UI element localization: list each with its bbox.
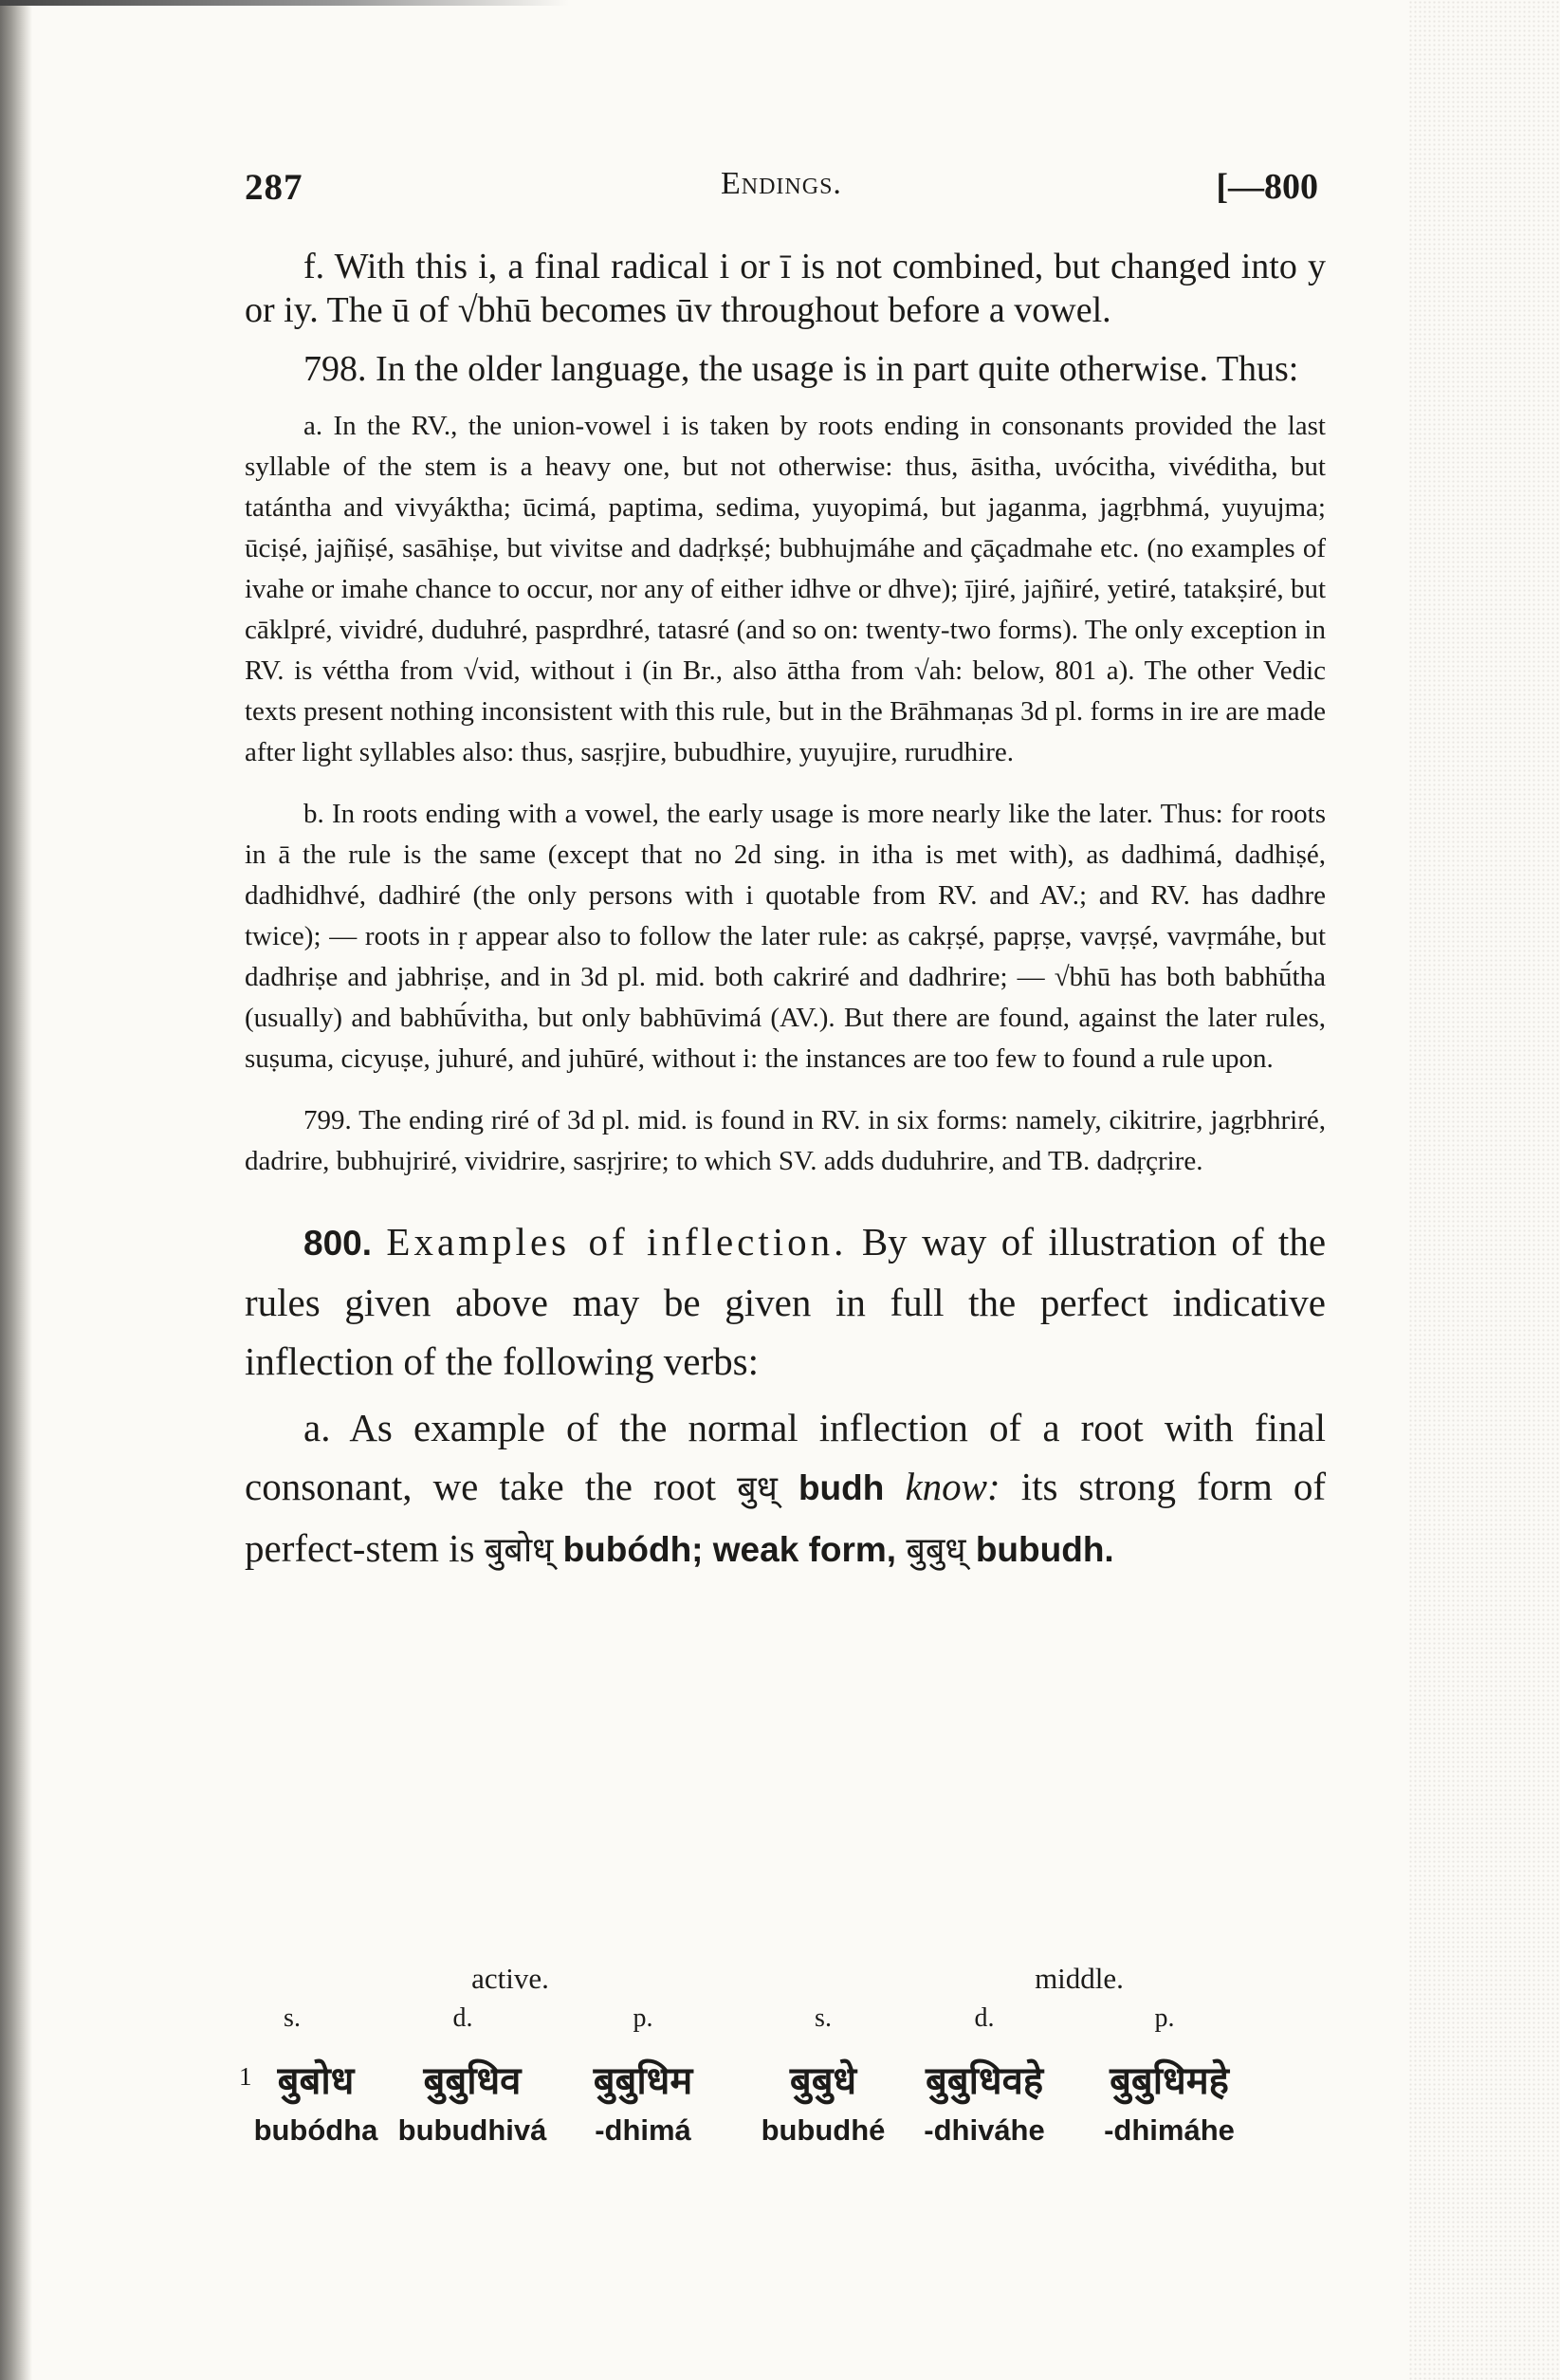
form-latin: -dhimá	[595, 2113, 691, 2147]
transliteration-row	[245, 2113, 1326, 2161]
weak-stem: bubudh.	[975, 1530, 1114, 1569]
section-reference: [—800	[1216, 167, 1318, 207]
text-800a-1: a. As example of the normal inflection of a root with final consonant, we take the root	[245, 1406, 1326, 1508]
section-text-800: By way of illustration of the rules given above may be given in full the perfect indicative inflection of the following verbs:	[245, 1220, 1327, 1383]
number-header: s.	[815, 2003, 832, 2033]
form-latin: bubudhivá	[397, 2113, 547, 2147]
paragraph-f: f. With this i, a final radical i or ī is not combined, but changed into y or iy. The ū of √bhū becomes ūv throughout before a vowel.	[245, 247, 1326, 330]
number-header: d.	[974, 2003, 995, 2033]
paragraph-800a	[245, 1398, 1326, 1580]
form-latin: bubudhé	[761, 2113, 886, 2147]
form-devanagari: बुबुधिवहे	[925, 2059, 1044, 2103]
form-latin: -dhiváhe	[924, 2113, 1045, 2147]
voice-middle: middle.	[1035, 1962, 1124, 1995]
form-devanagari: बुबुधिम	[593, 2059, 693, 2103]
gloss-know: know:	[905, 1465, 1000, 1508]
page-number: 287	[245, 167, 303, 208]
form-devanagari: बुबुधे	[789, 2059, 857, 2103]
body-text	[245, 245, 1326, 1580]
page-edge-texture	[1408, 0, 1560, 2380]
number-header: p.	[1154, 2003, 1175, 2033]
binding-shadow	[0, 0, 32, 2380]
paragraph-798b: b. In roots ending with a vowel, the early usage is more nearly like the later. Thus: for roots in ā the rule is the same (except that no 2d sing. in itha is met with), as dadhimá, dadhiṣé, dadhidhvé, dadhiré (the only persons with i quotable from RV. and AV.; and RV. has dadhre twice); — roots in ṛ appear also to follow the later rule: as cakṛṣé, papṛṣe, vavṛṣé, vavṛmáhe, but dadhriṣe and jabhriṣe, and in 3d pl. mid. both cakriré and dadhrire; — √bhū has both babhū́tha (usually) and babhū́vitha, but only babhūvimá (AV.). But there are found, against the later rules, suṣuma, cicyuṣe, juhuré, and juhūré, without i: the instances are too few to found a rule upon.	[245, 799, 1326, 1074]
section-number-800: 800.	[303, 1224, 373, 1263]
paragraph-800	[245, 1212, 1326, 1391]
form-devanagari: बुबुधिव	[423, 2059, 522, 2103]
paragraph-798a: a. In the RV., the union-vowel i is taken by roots ending in consonants provided the last syllable of the stem is a heavy one, but not otherwise: thus, āsitha, uvócitha, vivéditha, but tatántha and vivyáktha; ūcimá, paptima, sedima, yuyopimá, but jaganma, jagṛbhmá, yuyujma; ūciṣé, jajñiṣé, sasāhiṣe, but vivitse and dadṛkṣé; bubhujmáhe and çāçadmahe etc. (no examples of ivahe or imahe chance to occur, nor any of either idhve or dhve); ījiré, jajñiré, yetiré, tatakṣiré, but cāklpré, vividré, duduhré, pasprdhré, tatasré (and so on: twenty-two forms). The only exception in RV. is véttha from √vid, without i (in Br., also āttha from √ah: below, 801 a). The other Vedic texts present nothing inconsistent with this rule, but in the Brāhmaṇas 3d pl. forms in ire are made after light syllables also: thus, sasṛjire, bubudhire, yuyujire, rurudhire.	[245, 411, 1326, 767]
section-title-800: Examples of inflection.	[386, 1220, 848, 1264]
form-latin: bubódha	[253, 2113, 378, 2147]
voice-header-row	[245, 1962, 1326, 2009]
running-title: Endings.	[721, 166, 842, 201]
number-header: s.	[284, 2003, 301, 2033]
person-number: 1	[239, 2062, 252, 2091]
number-header: p.	[633, 2003, 653, 2033]
number-header: d.	[452, 2003, 473, 2033]
form-devanagari: बुबोध	[277, 2059, 355, 2103]
form-latin: -dhimáhe	[1104, 2113, 1235, 2147]
voice-active: active.	[471, 1962, 549, 1995]
devanagari-strong-stem: बुबोध्	[484, 1531, 554, 1570]
number-header-row	[245, 2003, 1326, 2051]
form-devanagari: बुबुधिमहे	[1110, 2059, 1229, 2103]
root-budh: budh	[798, 1468, 885, 1507]
strong-stem: bubódh; weak form,	[562, 1530, 897, 1569]
text-800a-2: its strong form of perfect-stem is	[245, 1465, 1327, 1570]
paragraph-799: 799. The ending riré of 3d pl. mid. is found in RV. in six forms: namely, cikitrire, jagṛbhriré, dadrire, bubhujriré, vividrire, sasṛjrire; to which SV. adds duduhrire, and TB. dadṛçrire.	[245, 1105, 1326, 1176]
devanagari-root: बुध्	[737, 1469, 778, 1508]
devanagari-weak-stem: बुबुध्	[906, 1531, 966, 1570]
paragraph-798: 798. In the older language, the usage is in part quite otherwise. Thus:	[303, 349, 1299, 389]
scan-edge	[0, 0, 569, 6]
devanagari-row	[239, 2053, 1326, 2110]
